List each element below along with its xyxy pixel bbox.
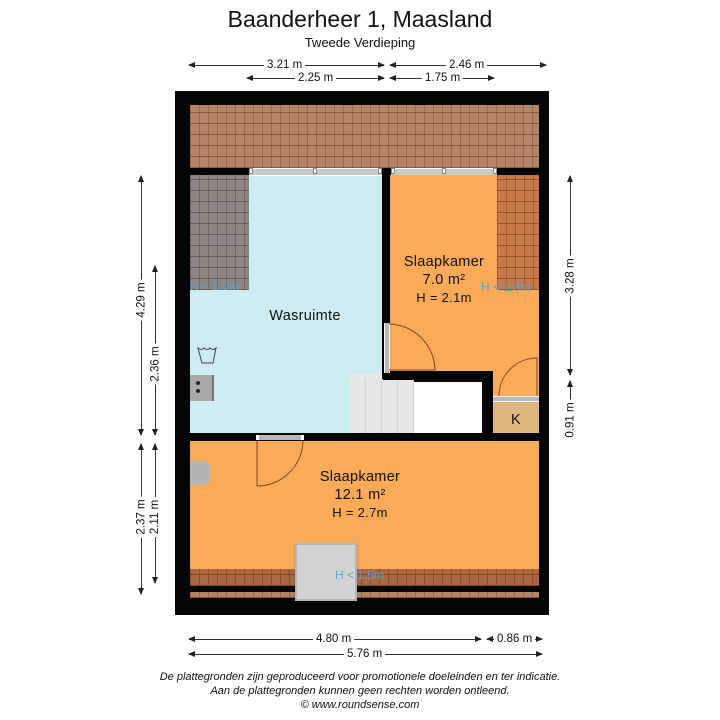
heater [190,461,210,485]
dim-label: 3.21 m [264,59,305,71]
window-post [442,168,446,174]
plan-title: Baanderheer 1, Maasland [227,6,493,32]
room-name: Wasruimte [269,308,341,324]
dim-label: 2.37 m [136,496,148,537]
room-name: Slaapkamer [319,469,401,485]
door-swing-icon [388,323,438,375]
roof-tiles-top [190,105,539,168]
dim-label: 1.75 m [422,72,463,84]
dim-label: 2.11 m [149,497,161,537]
door-swing-icon [497,352,539,398]
room-name: Slaapkamer [403,254,485,270]
room-label-kast [493,411,539,429]
room-area: 7.0 m² [422,272,466,288]
floor-subtitle: Tweede Verdieping [304,35,416,50]
room-name: K [511,412,521,428]
room-height: H = 2.1m [416,290,472,305]
stairwell-opening [414,382,482,435]
disclaimer-line: De plattegronden zijn geproduceerd voor promotionele doeleinden en ter indicatie. [159,671,561,683]
hookup-dot [196,389,200,393]
dim-label: 2.36 m [150,343,162,384]
room-height: H = 2.7m [332,505,388,520]
height-note: H < 1.5m [190,279,240,293]
sink-icon [196,345,222,367]
dim-label: 4.80 m [313,633,354,645]
roof-tiles-sloped [497,175,539,290]
disclaimer-line: Aan de plattegronden kunnen geen rechten worden ontleend. [210,685,510,697]
floor-plan [175,91,549,615]
window-post [493,168,497,174]
room-area: 12.1 m² [334,487,386,503]
height-note: H < 1.5m [335,568,385,582]
staircase [350,377,414,435]
height-note: H < 1.5m [481,280,531,294]
roof-tiles-sloped [190,175,249,290]
roof-tiles-bottom-edge [190,592,539,598]
dim-label: 4.29 m [136,279,148,320]
window [249,168,382,176]
washer-hookup [190,375,214,401]
room-label-wasruimte [235,307,375,325]
window-post [391,168,395,174]
dim-label: 2.25 m [295,72,336,84]
room-label-slaapkamer-large [285,468,435,522]
interior-wall [382,373,390,379]
dim-label: 0.91 m [565,399,577,440]
dim-label: 5.76 m [344,648,385,660]
window-post [249,168,253,174]
dim-label: 2.46 m [446,59,487,71]
dim-label: 3.28 m [565,255,577,296]
hookup-dot [196,381,200,385]
copyright-link[interactable]: © www.roundsense.com [300,699,420,711]
window-post [313,168,317,174]
interior-wall [486,374,492,435]
stair-landing [350,374,384,379]
dim-label: 0.86 m [494,633,535,645]
